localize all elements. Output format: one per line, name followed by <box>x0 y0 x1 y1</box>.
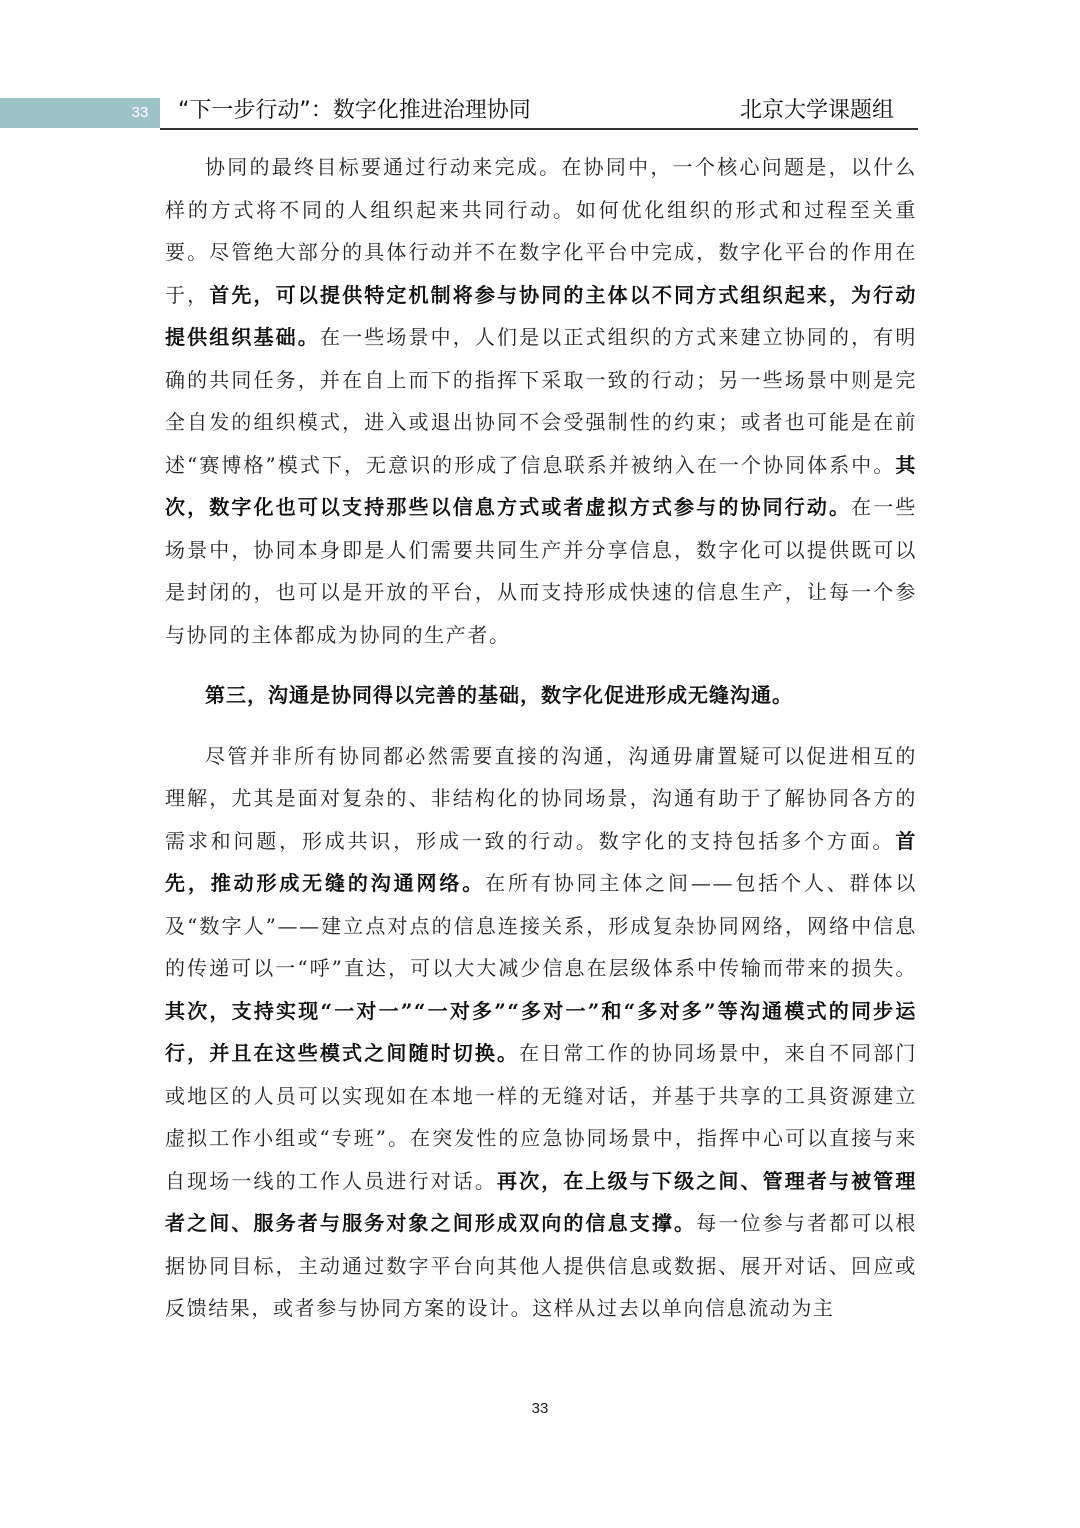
paragraph-text: 协同的最终目标要通过行动来完成。在协同中，一个核心问题是，以什么样的方式将不同的人组织起来共同行动。如何优化组织的形式和过程至关重要。尽管绝大部分的具体行动并不在数字化平台中完成，数字化平台的作用在于， <box>165 155 917 307</box>
paragraph-text: 在日常工作的协同场景中，来自不同部门或地区的人员可以实现如在本地一样的无缝对话，并基于共享的工具资源建立虚拟工作小组或“专班”。在突发性的应急协同场景中，指挥中心可以直接与来自现场一线的工作人员进行对话。 <box>165 1041 917 1193</box>
bold-emphasis: 再次，在上级与下级之间、管理者与被管理者之间、服务者与服务对象之间形成双向的信息支撑。 <box>165 1168 917 1235</box>
running-header-organization: 北京大学课题组 <box>739 98 894 123</box>
paragraph-text: 在一些场景中，人们是以正式组织的方式来建立协同的，有明确的共同任务，并在自上而下的指挥下采取一致的行动；另一些场景中则是完全自发的组织模式，进入或退出协同不会受强制性的约束；或者也可能是在前述“赛博格”模式下，无意识的形成了信息联系并被纳入在一个协同体系中。 <box>165 325 917 477</box>
bold-emphasis: 首先，可以提供特定机制将参与协同的主体以不同方式组织起来，为行动提供组织基础。 <box>165 282 918 349</box>
page-body <box>165 146 917 1330</box>
body-paragraph-2 <box>165 735 917 1330</box>
footer-page-number: 33 <box>531 1400 549 1417</box>
paragraph-text: 在一些场景中，协同本身即是人们需要共同生产并分享信息，数字化可以提供既可以是封闭的，也可以是开放的平台，从而支持形成快速的信息生产，让每一个参与协同的主体都成为协同的生产者。 <box>165 495 917 647</box>
paragraph-text: 尽管并非所有协同都必然需要直接的沟通，沟通毋庸置疑可以促进相互的理解，尤其是面对复杂的、非结构化的协同场景，沟通有助于了解协同各方的需求和问题，形成共识，形成一致的行动。数字化的支持包括多个方面。 <box>165 743 917 853</box>
running-header-title: “下一步行动”：数字化推进治理协同 <box>178 98 531 123</box>
section-heading: 第三，沟通是协同得以完善的基础，数字化促进形成无缝沟通。 <box>205 683 793 707</box>
bold-emphasis: 首先，推动形成无缝的沟通网络。 <box>165 828 917 895</box>
bold-emphasis: 其次，支持实现“一对一”“一对多”“多对一”和“多对多”等沟通模式的同步运行，并且在这些模式之间随时切换。 <box>165 998 917 1065</box>
paragraph-text: 每一位参与者都可以根据协同目标，主动通过数字平台向其他人提供信息或数据、展开对话、回应或反馈结果，或者参与协同方案的设计。这样从过去以单向信息流动为主 <box>165 1211 918 1320</box>
bold-emphasis: 其次，数字化也可以支持那些以信息方式或者虚拟方式参与的协同行动。 <box>165 452 917 519</box>
header-rule <box>160 128 918 130</box>
paragraph-text: 在所有协同主体之间——包括个人、群体以及“数字人”——建立点对点的信息连接关系，形成复杂协同网络，网络中信息的传递可以一“呼”直达，可以大大减少信息在层级体系中传输而带来的损失。 <box>165 871 917 980</box>
header-page-number: 33 <box>131 104 149 121</box>
body-paragraph-1 <box>165 146 917 656</box>
